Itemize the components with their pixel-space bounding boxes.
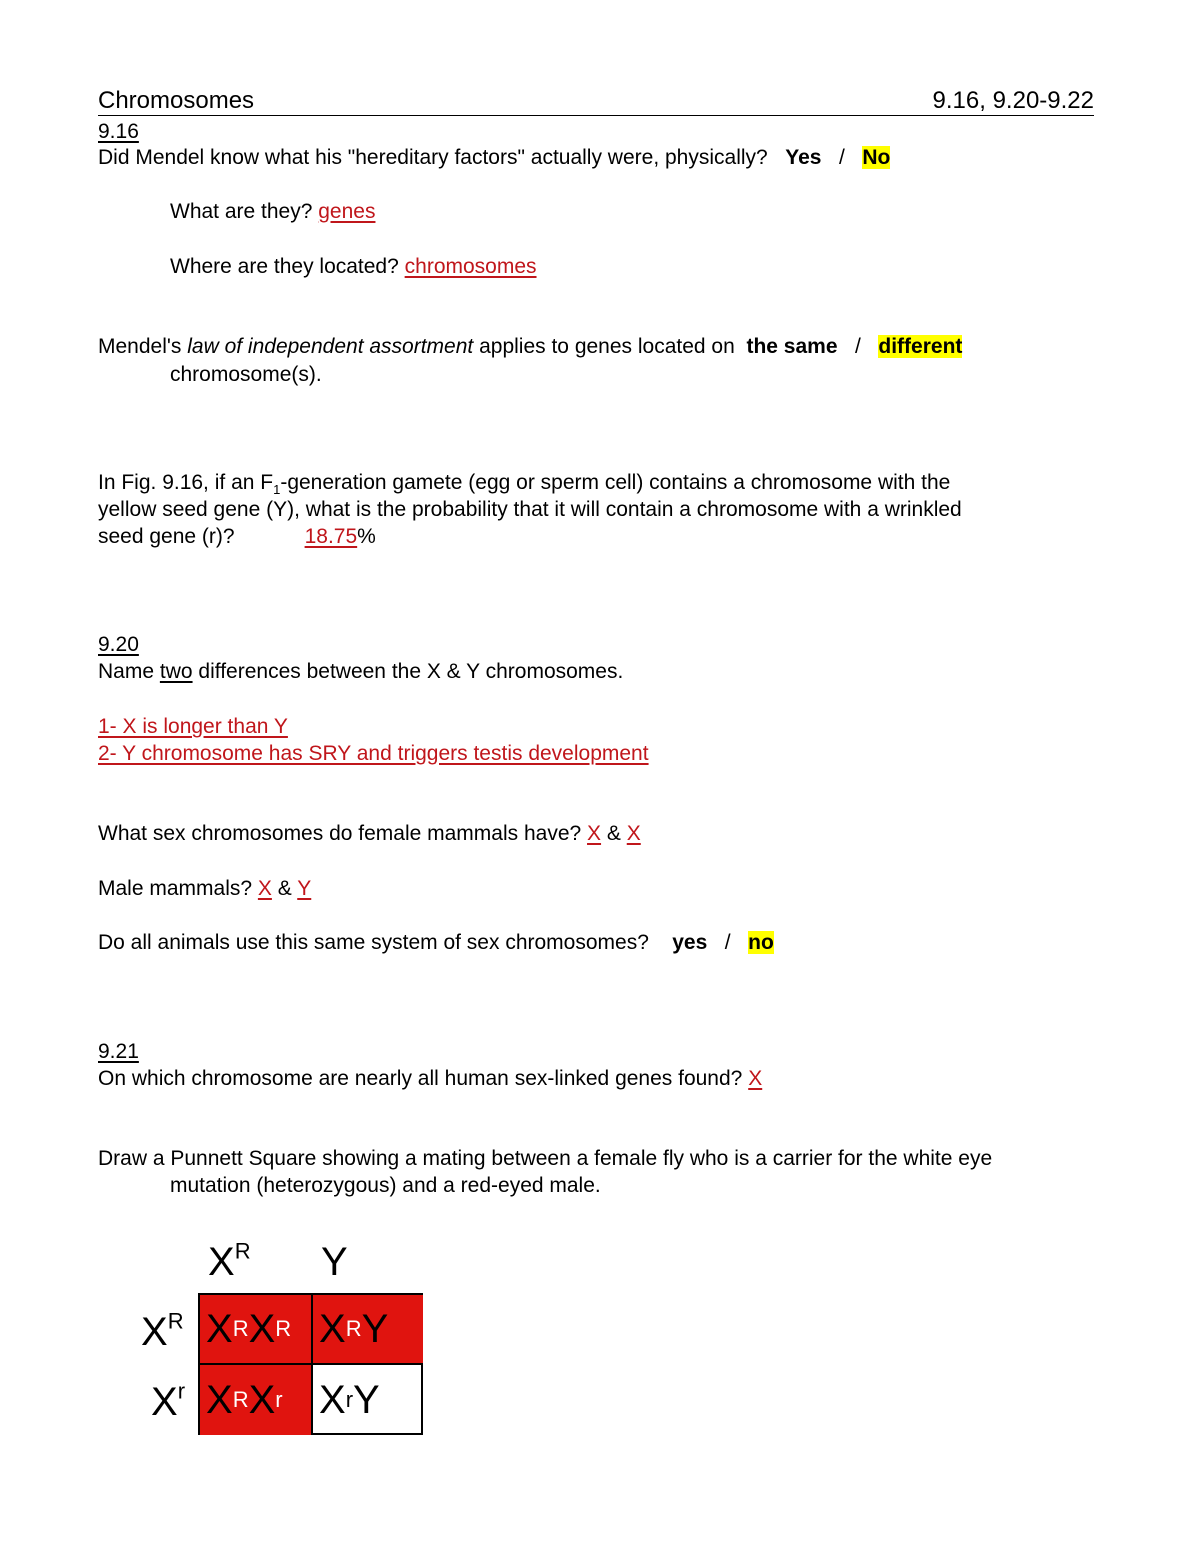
answer-chromosomes: chromosomes [404, 255, 537, 278]
question-continuation: chromosome(s). [170, 363, 322, 386]
allele-base: X [151, 1380, 178, 1424]
allele-sup: r [177, 1378, 186, 1404]
answer-x: X [748, 1067, 763, 1090]
allele-sup: R [167, 1308, 184, 1334]
allele-base: Y [353, 1378, 380, 1422]
allele-base: X [208, 1240, 235, 1284]
allele-base: X [206, 1307, 233, 1351]
question-text: In Fig. 9.16, if an F [98, 471, 274, 494]
ampersand: & [277, 877, 292, 900]
option-different-selected: different [878, 335, 963, 358]
question-text: Male mammals? [98, 877, 253, 900]
punnett-cell-xrxr-het: X R X r [200, 1365, 313, 1435]
law-name: law of independent assortment [187, 335, 474, 358]
allele-base: X [141, 1310, 168, 1354]
question-text: differences between the X & Y chromosomes. [198, 660, 624, 683]
punnett-col-header-y [321, 1240, 348, 1284]
punnett-grid [198, 1293, 423, 1435]
question-xy-differences [98, 659, 623, 685]
punnett-row-header-xr-recessive [151, 1380, 185, 1424]
emphasis-two: two [159, 660, 193, 683]
section-label-916: 9.16 [98, 120, 139, 143]
punnett-cell-xry-white: X r Y [319, 1378, 380, 1422]
question-punnett-line1: Draw a Punnett Square showing a mating between a female fly who is a carrier for the white eye [98, 1147, 993, 1170]
question-text: Mendel's [98, 335, 182, 358]
option-separator: / [855, 335, 861, 358]
answer-x: X [257, 877, 272, 900]
question-probability-line3 [98, 524, 376, 550]
answer-difference-2: 2- Y chromosome has SRY and triggers testis development [98, 742, 649, 765]
option-separator: / [838, 146, 845, 169]
question-same-system [98, 930, 774, 956]
question-what-are-they [170, 199, 375, 225]
question-independent-assortment [98, 334, 962, 360]
allele-base: X [319, 1307, 346, 1351]
question-text: Do all animals use this same system of sex chromosomes? [98, 931, 649, 954]
question-sex-linked-genes [98, 1066, 762, 1092]
answer-genes: genes [318, 200, 376, 223]
section-numbers: 9.16, 9.20-9.22 [932, 87, 1094, 114]
question-text: Did Mendel know what his "hereditary factors" actually were, physically? [98, 146, 768, 169]
punnett-cell-xrxr: X R X R [200, 1295, 313, 1365]
allele-sup: R [234, 1238, 251, 1264]
punnett-cell-xry: X R Y [313, 1295, 423, 1365]
question-text: -generation gamete (egg or sperm cell) contains a chromosome with the [280, 471, 951, 494]
option-no-selected: No [862, 146, 891, 169]
question-text: On which chromosome are nearly all human sex-linked genes found? [98, 1067, 743, 1090]
question-probability-line2: yellow seed gene (Y), what is the probability that it will contain a chromosome with a wrinkled [98, 498, 962, 521]
subscript: 1 [273, 482, 281, 498]
question-where-located [170, 254, 537, 280]
page-header [98, 87, 1094, 116]
allele-base: X [248, 1378, 276, 1422]
section-label-921: 9.21 [98, 1040, 139, 1063]
option-yes: Yes [785, 146, 822, 169]
question-mendel-factors [98, 145, 890, 171]
question-text: Name [98, 660, 155, 683]
option-same: the same [746, 335, 838, 358]
question-text: Where are they located? [170, 255, 399, 278]
question-text: What are they? [170, 200, 313, 223]
allele-base: Y [361, 1307, 389, 1351]
allele-base: X [206, 1378, 233, 1422]
answer-x: X [626, 822, 641, 845]
section-label-920: 9.20 [98, 633, 139, 656]
answer-difference-1: 1- X is longer than Y [98, 715, 288, 738]
ampersand: & [606, 822, 621, 845]
answer-x: X [587, 822, 602, 845]
page-title: Chromosomes [98, 87, 255, 114]
allele-base: X [248, 1307, 276, 1351]
allele-base: Y [321, 1240, 348, 1284]
option-separator: / [724, 931, 731, 954]
answer-probability: 18.75 [304, 525, 358, 548]
allele-base: X [319, 1378, 346, 1422]
answer-y: Y [297, 877, 312, 900]
question-male-chromosomes [98, 876, 311, 902]
option-no-selected: no [748, 931, 774, 954]
option-yes: yes [672, 931, 708, 954]
question-text: What sex chromosomes do female mammals have? [98, 822, 582, 845]
question-text: applies to genes located on [479, 335, 735, 358]
question-female-chromosomes [98, 821, 641, 847]
question-text: seed gene (r)? [98, 525, 235, 548]
percent-sign: % [357, 525, 376, 548]
punnett-col-header-xr [208, 1240, 251, 1284]
punnett-row-header-xr [141, 1310, 184, 1354]
question-punnett-line2: mutation (heterozygous) and a red-eyed male. [170, 1174, 601, 1197]
